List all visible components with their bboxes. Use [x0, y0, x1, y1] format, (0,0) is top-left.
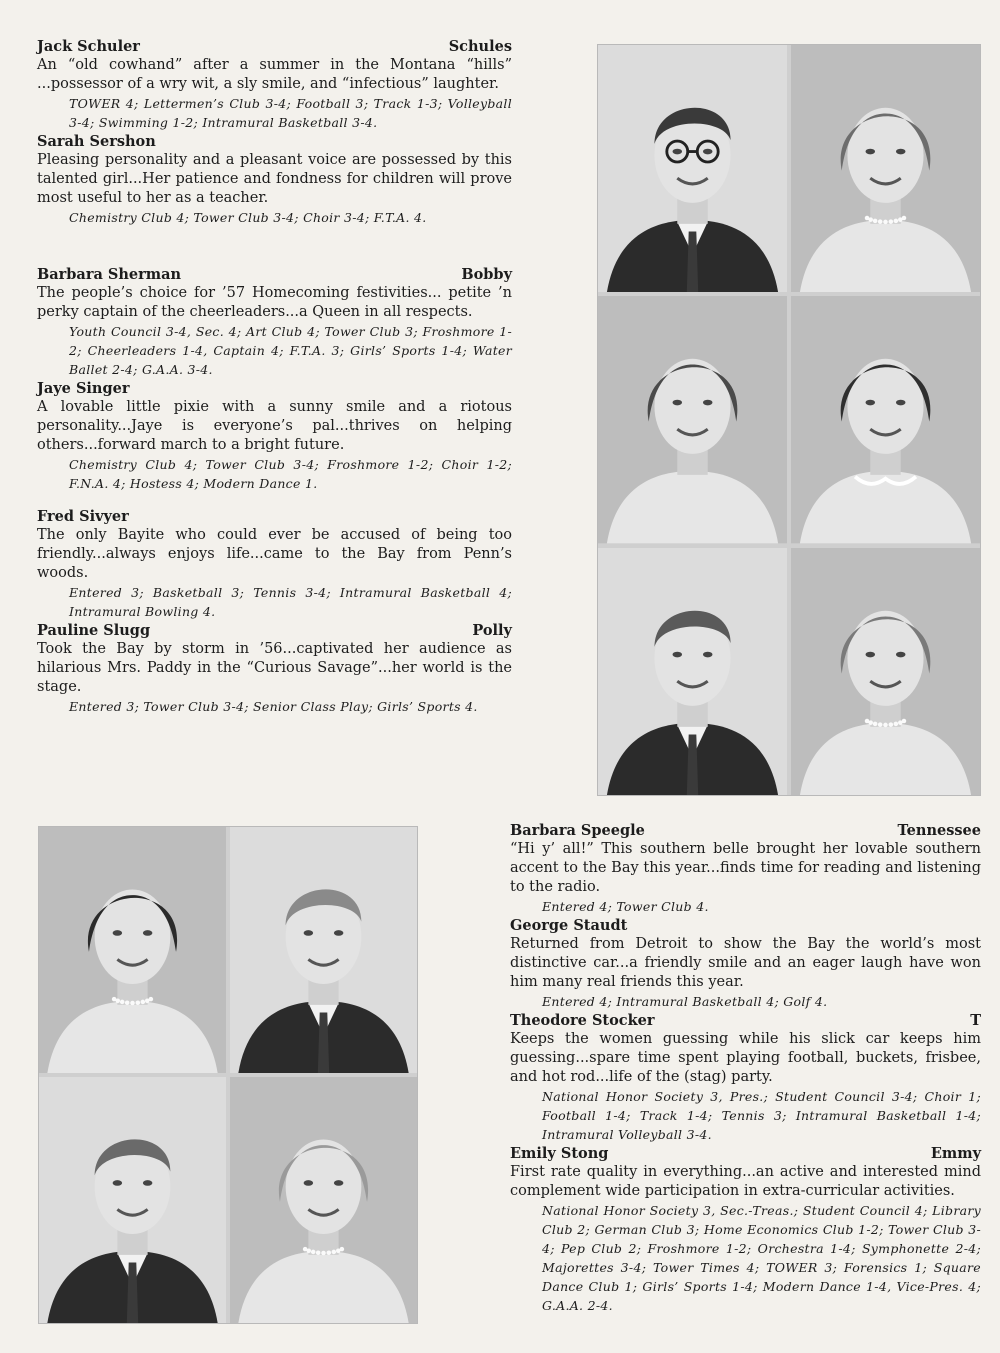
- student-name: George Staudt: [510, 917, 628, 934]
- student-activities: Entered 3; Tower Club 3-4; Senior Class Play; Girls’ Sports 4.: [69, 699, 478, 714]
- student-activities: Youth Council 3-4, Sec. 4; Art Club 4; Tower Club 3; Froshmore 1-2; Cheerleaders 1-4, Captain 4; F.T.A. 3; Girls’ Sports 1-4; Water Ballet 2-4; G.A.A. 3-4.: [69, 324, 512, 377]
- student-nickname: Emmy: [930, 1145, 981, 1162]
- portrait-grid-bottom: [38, 826, 418, 1324]
- senior-entry: [37, 621, 512, 716]
- student-name: Pauline Slugg: [37, 622, 151, 639]
- left-text-column: [37, 37, 512, 716]
- student-bio: Pleasing personality and a pleasant voice are possessed by this talented girl...Her patience and fondness for children will prove most useful to her as a teacher.: [37, 152, 512, 206]
- student-activities: National Honor Society 3, Pres.; Student Council 3-4; Choir 1; Football 1-4; Track 1-4; Tennis 3; Intramural Basketball 1-4; Intramural Volleyball 3-4.: [542, 1089, 981, 1142]
- right-text-column: [510, 821, 981, 1315]
- senior-portrait-photo: [598, 548, 787, 795]
- senior-entry: [37, 37, 512, 132]
- student-bio: First rate quality in everything...an active and interested mind complement wide participation in extra-curricular activities.: [510, 1164, 981, 1199]
- portrait-silhouette: [39, 827, 226, 1073]
- senior-portrait-photo: [39, 827, 226, 1073]
- senior-entry: [510, 1011, 981, 1144]
- portrait-silhouette: [598, 45, 787, 292]
- portrait-silhouette: [39, 1077, 226, 1323]
- senior-portrait-photo: [791, 45, 980, 292]
- student-bio: “Hi y’ all!” This southern belle brought her lovable southern accent to the Bay this year...finds time for reading and listening to the radio.: [510, 841, 981, 895]
- student-activities: Entered 3; Basketball 3; Tennis 3-4; Intramural Basketball 4; Intramural Bowling 4.: [69, 585, 512, 619]
- senior-entry: [510, 821, 981, 916]
- senior-portrait-photo: [230, 827, 417, 1073]
- student-bio: The only Bayite who could ever be accused of being too friendly...always enjoys life...came to the Bay from Penn’s woods.: [37, 527, 512, 581]
- student-name: Barbara Speegle: [510, 822, 645, 839]
- portrait-silhouette: [230, 1077, 417, 1323]
- portrait-silhouette: [791, 296, 980, 543]
- senior-portrait-photo: [791, 296, 980, 543]
- student-name: Emily Stong: [510, 1145, 609, 1162]
- student-activities: TOWER 4; Lettermen’s Club 3-4; Football 3; Track 1-3; Volleyball 3-4; Swimming 1-2; Intramural Basketball 3-4.: [69, 96, 512, 130]
- senior-portrait-photo: [598, 45, 787, 292]
- student-nickname: Tennessee: [897, 822, 981, 839]
- senior-entry: [510, 1144, 981, 1315]
- senior-entry: [37, 265, 512, 379]
- portrait-silhouette: [598, 548, 787, 795]
- senior-entry: [510, 916, 981, 1011]
- portrait-grid-top: [597, 44, 981, 796]
- student-activities: Entered 4; Tower Club 4.: [542, 899, 709, 914]
- senior-entry: [37, 507, 512, 621]
- senior-entry: [37, 379, 512, 493]
- senior-portrait-photo: [791, 548, 980, 795]
- portrait-silhouette: [791, 45, 980, 292]
- student-activities: National Honor Society 3, Sec.-Treas.; Student Council 4; Library Club 2; German Club 3; Home Economics Club 1-2; Tower Club 3-4; Pep Club 2; Froshmore 1-2; Orchestra 1-4; Symphonette 2-4; Majorettes 3-4; Tower Times 4; TOWER 3; Forensics 1; Square Dance Club 1; Girls’ Sports 1-4; Modern Dance 1-4, Vice-Pres. 4; G.A.A. 2-4.: [542, 1203, 981, 1313]
- student-name: Sarah Sershon: [37, 133, 156, 150]
- student-activities: Chemistry Club 4; Tower Club 3-4; Choir 3-4; F.T.A. 4.: [69, 210, 427, 225]
- student-bio: An “old cowhand” after a summer in the Montana “hills” ...possessor of a wry wit, a sly smile, and “infectious” laughter.: [37, 57, 512, 92]
- student-nickname: Bobby: [461, 266, 512, 283]
- student-name: Theodore Stocker: [510, 1012, 655, 1029]
- student-bio: Took the Bay by storm in ’56...captivated her audience as hilarious Mrs. Paddy in the “Curious Savage”...her world is the stage.: [37, 641, 512, 695]
- student-name: Jaye Singer: [37, 380, 130, 397]
- senior-portrait-photo: [230, 1077, 417, 1323]
- student-bio: Keeps the women guessing while his slick car keeps him guessing...spare time spent playing football, buckets, frisbee, and hot rod...life of the (stag) party.: [510, 1031, 981, 1085]
- student-bio: The people’s choice for ’57 Homecoming festivities... petite ’n perky captain of the cheerleaders...a Queen in all respects.: [37, 285, 512, 320]
- student-bio: Returned from Detroit to show the Bay the world’s most distinctive car...a friendly smile and an eager laugh have won him many real friends this year.: [510, 936, 981, 990]
- student-nickname: Schules: [448, 38, 512, 55]
- senior-portrait-photo: [598, 296, 787, 543]
- student-name: Barbara Sherman: [37, 266, 182, 283]
- student-bio: A lovable little pixie with a sunny smile and a riotous personality...Jaye is everyone’s pal...thrives on helping others...forward march to a bright future.: [37, 399, 512, 453]
- student-name: Fred Sivyer: [37, 508, 129, 525]
- senior-portrait-photo: [39, 1077, 226, 1323]
- senior-entry: [37, 132, 512, 227]
- student-nickname: Polly: [472, 622, 512, 639]
- student-activities: Entered 4; Intramural Basketball 4; Golf 4.: [542, 994, 828, 1009]
- portrait-silhouette: [230, 827, 417, 1073]
- student-name: Jack Schuler: [37, 38, 140, 55]
- student-nickname: T: [970, 1012, 981, 1029]
- student-activities: Chemistry Club 4; Tower Club 3-4; Froshmore 1-2; Choir 1-2; F.N.A. 4; Hostess 4; Modern Dance 1.: [69, 457, 512, 491]
- portrait-silhouette: [598, 296, 787, 543]
- portrait-silhouette: [791, 548, 980, 795]
